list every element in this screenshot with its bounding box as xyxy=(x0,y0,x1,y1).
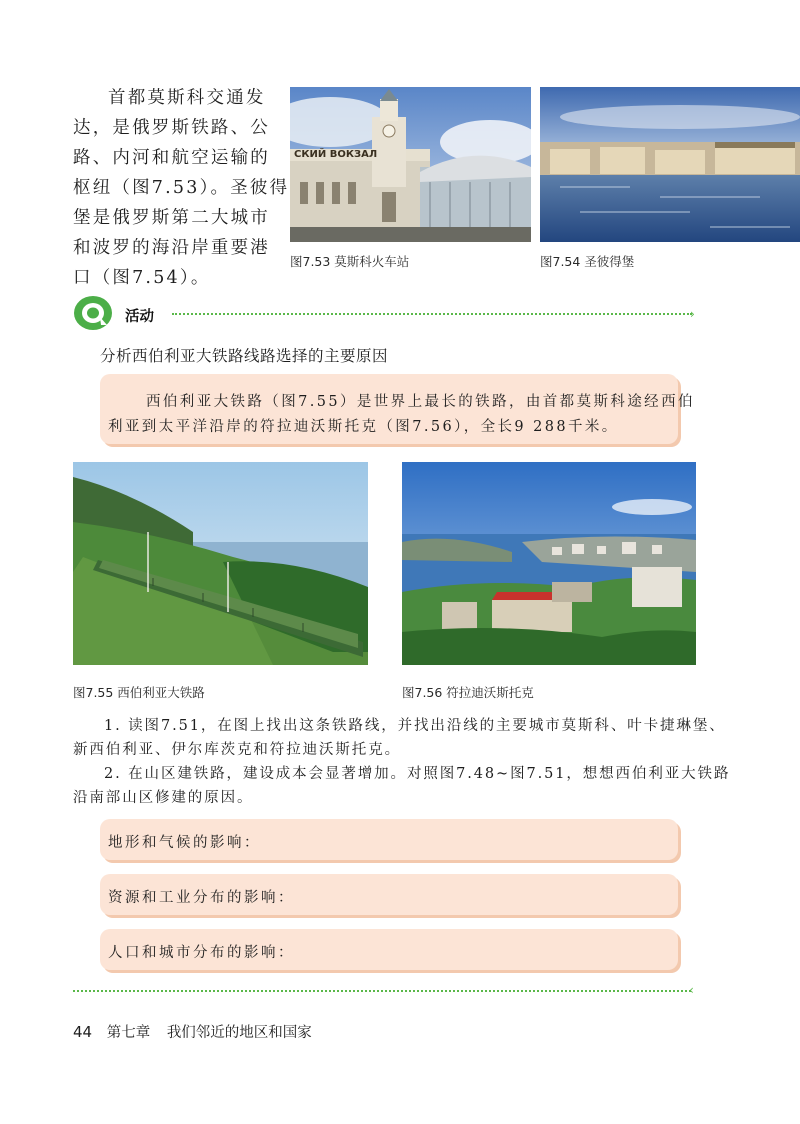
caption-fig-7-56: 图7.56 符拉迪沃斯托克 xyxy=(402,685,534,700)
caption-fig-7-54: 图7.54 圣彼得堡 xyxy=(540,254,635,269)
intro-line: 路、内河和航空运输的 xyxy=(73,148,270,168)
caption-fig-7-55: 图7.55 西伯利亚大铁路 xyxy=(73,685,205,700)
st-petersburg-photo xyxy=(540,87,800,242)
page-footer xyxy=(73,1021,312,1042)
activity-end-divider xyxy=(73,990,691,992)
trans-siberian-railway-photo xyxy=(73,462,368,665)
question-1-line: 新西伯利亚、伊尔库茨克和符拉迪沃斯托克。 xyxy=(73,742,401,758)
info-box xyxy=(100,374,695,444)
moscow-station-photo xyxy=(290,87,531,242)
question-1-line: 1. 读图7.51，在图上找出这条铁路线，并找出沿线的主要城市莫斯科、叶卡捷琳堡、 xyxy=(104,718,726,734)
field-label: 资源和工业分布的影响： xyxy=(108,890,295,906)
vladivostok-photo xyxy=(402,462,696,665)
activity-title: 活动 xyxy=(125,309,154,325)
terrain-climate-field[interactable] xyxy=(100,819,678,860)
intro-line: 达，是俄罗斯铁路、公 xyxy=(73,118,270,138)
resource-industry-field[interactable] xyxy=(100,874,678,915)
page-number: 44 xyxy=(73,1023,93,1041)
arrow-left-icon: ‹ xyxy=(689,983,694,997)
intro-line: 枢纽（图7.53）。圣彼得 xyxy=(73,178,290,198)
arrow-right-icon: › xyxy=(690,307,695,321)
intro-line: 首都莫斯科交通发 xyxy=(108,88,266,108)
intro-line: 口（图7.54）。 xyxy=(73,268,211,288)
station-sign-text: СКИЙ ВОКЗАЛ xyxy=(294,149,378,160)
activity-subtitle: 分析西伯利亚大铁路线路选择的主要原因 xyxy=(100,347,389,365)
field-label: 地形和气候的影响： xyxy=(108,835,261,851)
population-city-field[interactable] xyxy=(100,929,678,970)
intro-line: 和波罗的海沿岸重要港 xyxy=(73,238,270,258)
question-2-line: 2. 在山区建铁路，建设成本会显著增加。对照图7.48~图7.51，想想西伯利亚大铁路 xyxy=(104,766,731,782)
info-line: 西伯利亚大铁路（图7.55）是世界上最长的铁路，由首都莫斯科途经西伯 xyxy=(146,394,695,410)
field-label: 人口和城市分布的影响： xyxy=(108,945,295,961)
caption-fig-7-53: 图7.53 莫斯科火车站 xyxy=(290,254,410,269)
intro-line: 堡是俄罗斯第二大城市 xyxy=(73,208,270,228)
activity-icon xyxy=(73,295,113,331)
chapter-title: 我们邻近的地区和国家 xyxy=(166,1025,312,1041)
question-2-line: 沿南部山区修建的原因。 xyxy=(73,790,254,806)
activity-dotted-divider xyxy=(172,313,692,315)
info-line: 利亚到太平洋沿岸的符拉迪沃斯托克（图7.56），全长9 288千米。 xyxy=(108,419,619,435)
chapter-number: 第七章 xyxy=(106,1025,151,1041)
